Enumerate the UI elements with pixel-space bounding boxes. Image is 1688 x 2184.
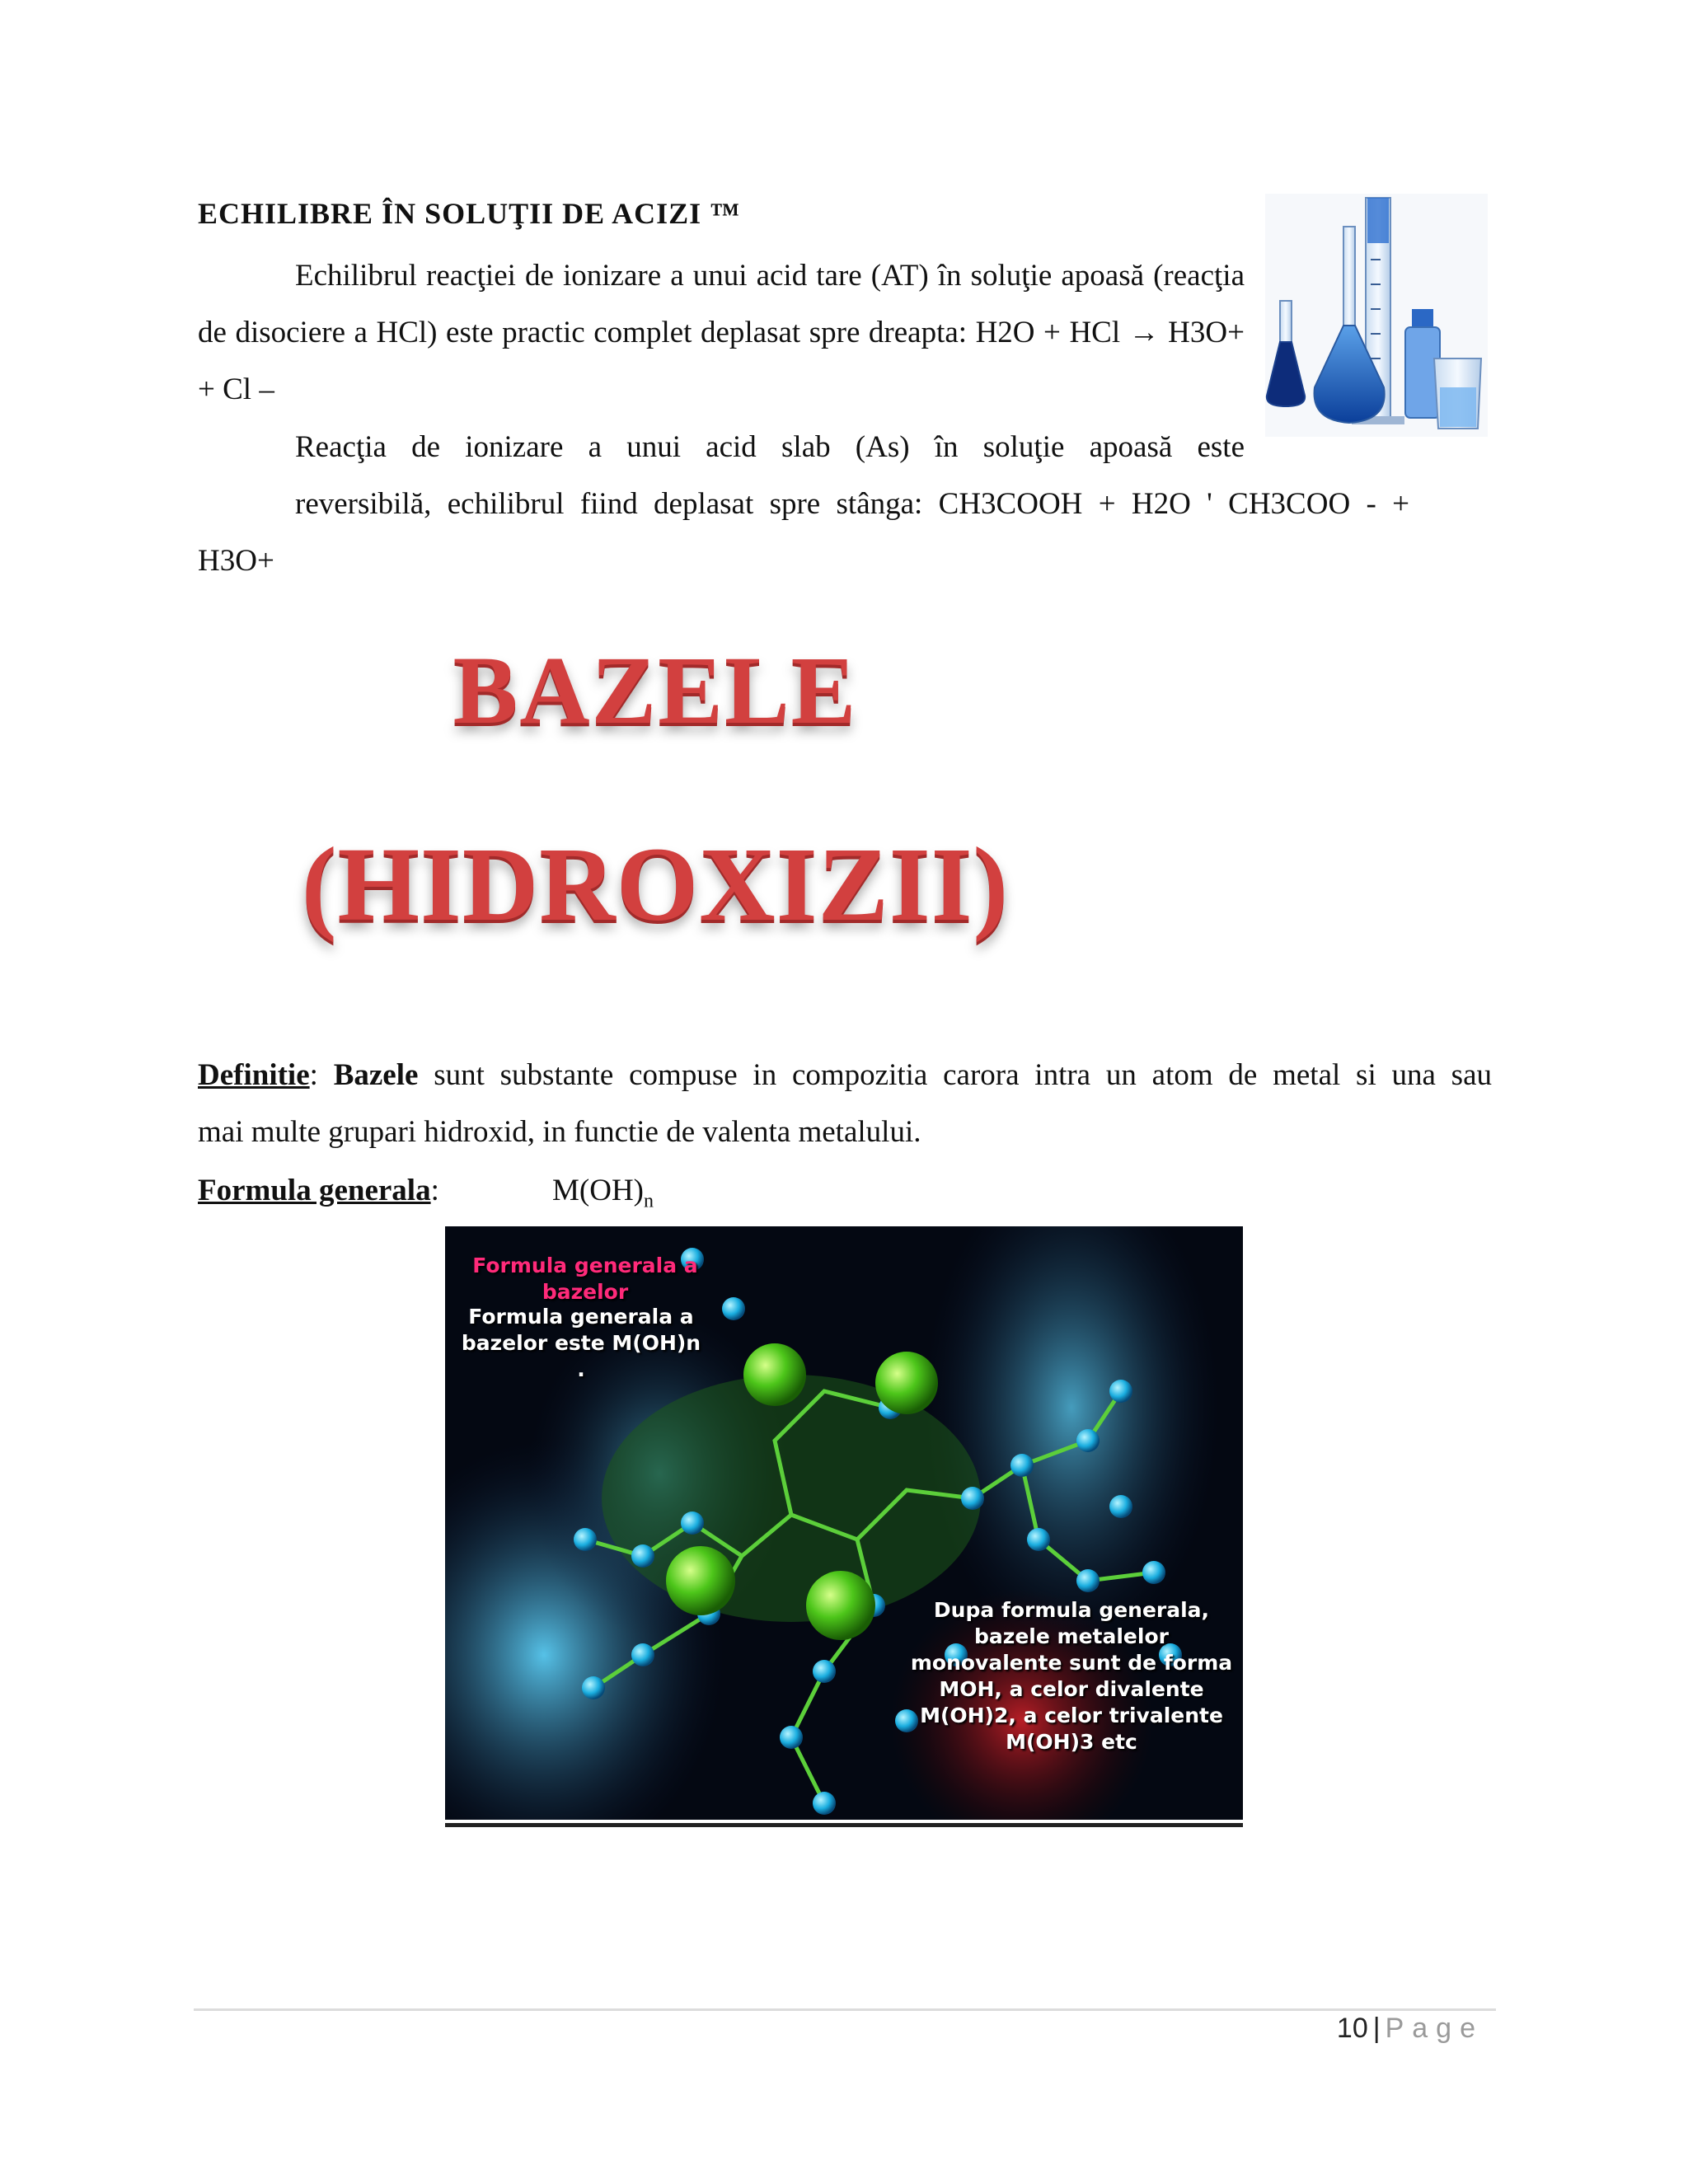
section-heading: ECHILIBRE ÎN SOLUŢII DE ACIZI ™: [198, 197, 741, 230]
definition-term: Bazele: [333, 1058, 419, 1092]
molecule-caption-top: Formula generala a bazelor este M(OH)n .: [461, 1305, 701, 1381]
molecule-caption-title: Formula generala a bazelor: [472, 1254, 698, 1304]
page-footer: [1335, 2013, 1484, 2045]
formula-row: [198, 1162, 654, 1219]
formula-value: [552, 1162, 654, 1230]
formula-label: Formula generala: [198, 1174, 431, 1207]
image-underline: [445, 1823, 1243, 1827]
formula-base: M(OH): [552, 1174, 644, 1207]
paragraph-weak-acid-line1: Reacţia de ionizare a unui acid slab (As) în soluţie apoasă este: [295, 430, 1245, 464]
definition-label: Definitie: [198, 1058, 310, 1092]
title-hidroxizii: (HIDROXIZII): [301, 826, 1010, 943]
page-number: 10: [1336, 2013, 1368, 2044]
molecule-caption-bottom: Dupa formula generala, bazele metalelor monovalente sunt de forma MOH, a celor divalente M(OH)2, a celor trivalente M(OH)3 etc: [910, 1598, 1233, 1754]
lab-glassware-image: [1265, 194, 1488, 437]
paragraph-strong-acid: Echilibrul reacţiei de ionizare a unui acid tare (AT) în soluţie apoasă (reacţia de disociere a HCl) este practic complet deplasat spre dreapta: H2O + HCl → H3O+ + Cl –: [198, 259, 1245, 406]
paragraph-weak-acid: [198, 419, 1409, 589]
formula-colon: :: [430, 1174, 439, 1207]
formula-subscript: n: [643, 1190, 654, 1212]
definition-paragraph: [198, 1047, 1492, 1160]
page-separator: |: [1372, 2013, 1381, 2044]
definition-text: sunt substante compuse in compozitia carora intra un atom de metal si una sau: [418, 1058, 1493, 1092]
paragraph-weak-acid-line2: reversibilă, echilibrul fiind deplasat spre stânga: CH3COOH + H2O ' CH3COO - + H3O+: [198, 487, 1409, 578]
title-bazele: BAZELE: [452, 636, 858, 744]
definition-line1: [198, 1047, 1492, 1104]
definition-line2: mai multe grupari hidroxid, in functie de valenta metalului.: [198, 1115, 921, 1149]
page-label: Page: [1385, 2013, 1484, 2044]
footer-divider: [194, 2008, 1496, 2011]
definition-colon: :: [309, 1058, 318, 1092]
